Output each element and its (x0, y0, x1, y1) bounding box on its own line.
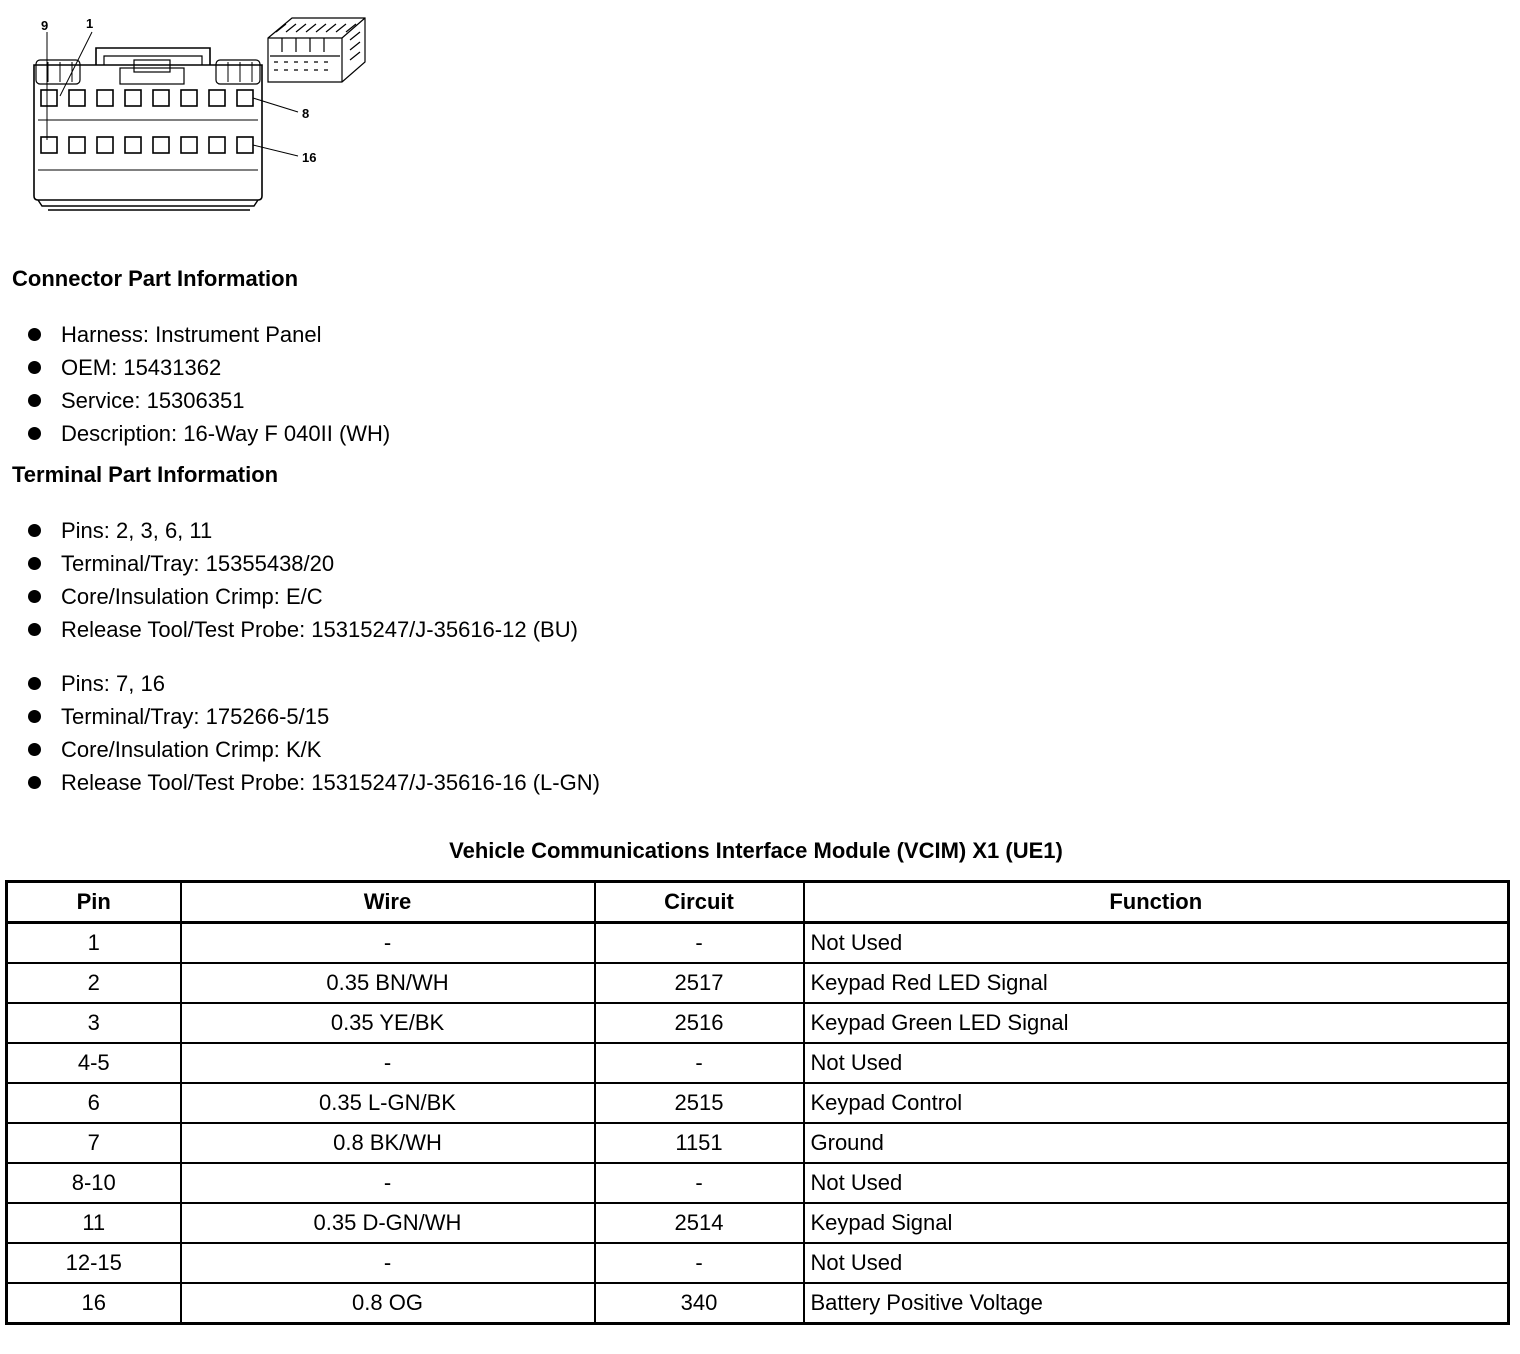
list-item: Terminal/Tray: 15355438/20 (28, 547, 578, 580)
table-row (7, 1083, 1509, 1123)
cell-wire: - (181, 1163, 595, 1203)
cell-circuit: 340 (595, 1283, 804, 1324)
cell-wire: - (181, 1243, 595, 1283)
list-item: Harness: Instrument Panel (28, 318, 390, 351)
callout-pin-9: 9 (41, 18, 49, 33)
list-item: Release Tool/Test Probe: 15315247/J-35616-16 (L-GN) (28, 766, 600, 799)
bullet-icon (28, 776, 41, 789)
cell-pin: 12-15 (7, 1243, 181, 1283)
cell-pin: 3 (7, 1003, 181, 1043)
cell-function: Keypad Control (804, 1083, 1509, 1123)
list-item: Core/Insulation Crimp: E/C (28, 580, 578, 613)
cell-circuit: 2514 (595, 1203, 804, 1243)
bullet-icon (28, 394, 41, 407)
column-header-function: Function (804, 882, 1509, 923)
cell-wire: - (181, 923, 595, 964)
cell-pin: 8-10 (7, 1163, 181, 1203)
bullet-icon (28, 361, 41, 374)
cell-pin: 7 (7, 1123, 181, 1163)
callout-pin-8: 8 (302, 106, 310, 121)
cell-circuit: - (595, 923, 804, 964)
list-item: Core/Insulation Crimp: K/K (28, 733, 600, 766)
cell-function: Keypad Red LED Signal (804, 963, 1509, 1003)
bullet-icon (28, 623, 41, 636)
cell-wire: 0.8 BK/WH (181, 1123, 595, 1163)
callout-pin-1: 1 (86, 16, 94, 31)
list-item: Pins: 7, 16 (28, 667, 600, 700)
cell-pin: 4-5 (7, 1043, 181, 1083)
cell-circuit: - (595, 1243, 804, 1283)
connector-face-diagram (20, 10, 380, 225)
terminal-part-list-2 (28, 667, 600, 799)
bullet-icon (28, 743, 41, 756)
table-row (7, 1123, 1509, 1163)
table-row (7, 963, 1509, 1003)
table-header-row (7, 882, 1509, 923)
list-item: Release Tool/Test Probe: 15315247/J-35616-12 (BU) (28, 613, 578, 646)
column-header-wire: Wire (181, 882, 595, 923)
table-row (7, 1043, 1509, 1083)
table-row (7, 923, 1509, 964)
bullet-icon (28, 524, 41, 537)
cell-wire: - (181, 1043, 595, 1083)
table-row (7, 1283, 1509, 1324)
cell-function: Battery Positive Voltage (804, 1283, 1509, 1324)
terminal-part-heading: Terminal Part Information (12, 462, 279, 487)
cell-function: Not Used (804, 923, 1509, 964)
list-item: Service: 15306351 (28, 384, 390, 417)
list-item: Terminal/Tray: 175266-5/15 (28, 700, 600, 733)
bullet-icon (28, 427, 41, 440)
list-item: Pins: 2, 3, 6, 11 (28, 514, 578, 547)
bullet-icon (28, 677, 41, 690)
connector-isometric-view (268, 18, 365, 82)
cell-pin: 6 (7, 1083, 181, 1123)
cell-circuit: 2516 (595, 1003, 804, 1043)
cell-circuit: 2515 (595, 1083, 804, 1123)
cell-pin: 11 (7, 1203, 181, 1243)
terminal-part-list-1 (28, 514, 578, 646)
column-header-pin: Pin (7, 882, 181, 923)
table-row (7, 1163, 1509, 1203)
cell-wire: 0.35 BN/WH (181, 963, 595, 1003)
callout-pin-16: 16 (302, 150, 317, 165)
cell-wire: 0.35 L-GN/BK (181, 1083, 595, 1123)
connector-part-list (28, 318, 390, 450)
connector-part-heading: Connector Part Information (12, 266, 299, 291)
cell-circuit: - (595, 1043, 804, 1083)
bullet-icon (28, 328, 41, 341)
bullet-icon (28, 590, 41, 603)
table-row (7, 1203, 1509, 1243)
cell-pin: 16 (7, 1283, 181, 1324)
cell-function: Not Used (804, 1043, 1509, 1083)
table-row (7, 1243, 1509, 1283)
cell-wire: 0.35 YE/BK (181, 1003, 595, 1043)
cell-pin: 1 (7, 923, 181, 964)
pinout-table-title: Vehicle Communications Interface Module (VCIM) X1 (UE1) (449, 838, 1063, 863)
cell-circuit: 1151 (595, 1123, 804, 1163)
cell-circuit: 2517 (595, 963, 804, 1003)
cell-function: Ground (804, 1123, 1509, 1163)
table-row (7, 1003, 1509, 1043)
cell-pin: 2 (7, 963, 181, 1003)
cell-function: Keypad Signal (804, 1203, 1509, 1243)
cell-function: Not Used (804, 1243, 1509, 1283)
list-item: Description: 16-Way F 040II (WH) (28, 417, 390, 450)
cell-circuit: - (595, 1163, 804, 1203)
pinout-table (5, 880, 1510, 1325)
column-header-circuit: Circuit (595, 882, 804, 923)
bullet-icon (28, 710, 41, 723)
bullet-icon (28, 557, 41, 570)
cell-function: Not Used (804, 1163, 1509, 1203)
cell-wire: 0.8 OG (181, 1283, 595, 1324)
cell-function: Keypad Green LED Signal (804, 1003, 1509, 1043)
cell-wire: 0.35 D-GN/WH (181, 1203, 595, 1243)
list-item: OEM: 15431362 (28, 351, 390, 384)
